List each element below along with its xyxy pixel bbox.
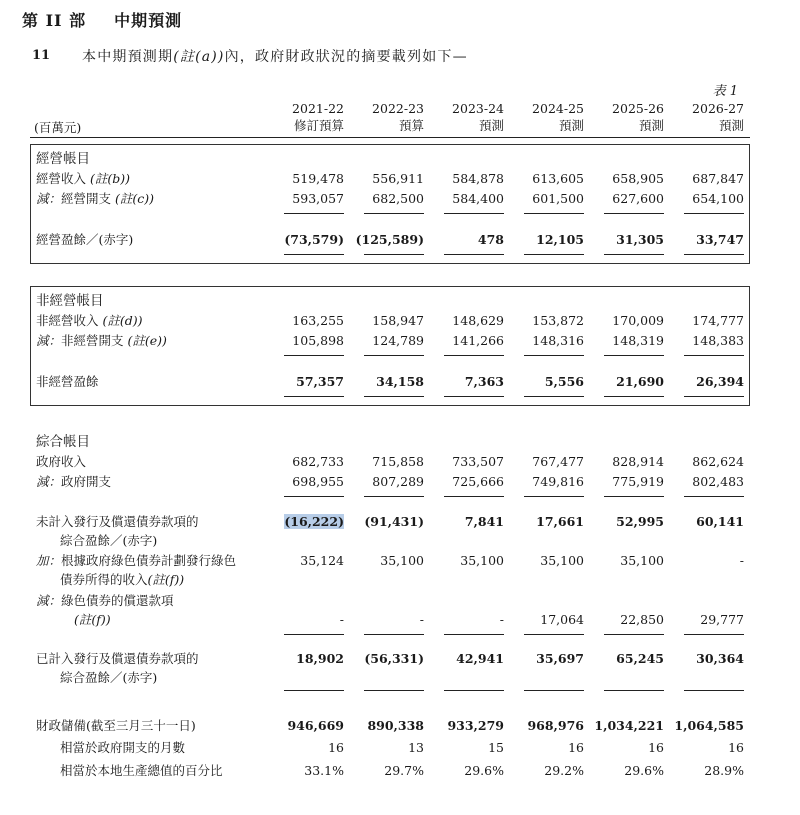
paragraph-number: 11 <box>32 48 51 63</box>
cell: 862,624 <box>692 454 744 469</box>
row-label <box>36 312 143 330</box>
total-rule <box>524 254 584 255</box>
column-header-4 <box>514 100 584 134</box>
cell: 767,477 <box>532 454 584 469</box>
cell: 478 <box>477 232 504 247</box>
cell: 148,629 <box>452 313 504 328</box>
cell: - <box>339 612 344 627</box>
cell: 946,669 <box>287 718 344 733</box>
cell: 601,500 <box>532 191 584 206</box>
cell: 174,777 <box>692 313 744 328</box>
cell: 29.6% <box>464 763 504 778</box>
row-label: 未計入發行及償還債券款項的 <box>36 514 199 529</box>
row-label <box>36 552 236 570</box>
cell: 30,364 <box>696 651 744 666</box>
column-header-2 <box>354 100 424 134</box>
sum-rule <box>444 496 504 497</box>
column-year: 2023-24 <box>452 101 504 116</box>
row-label: 相當於政府開支的月數 <box>60 740 186 755</box>
row-label: 政府收入 <box>36 454 87 469</box>
cell: 29.2% <box>544 763 584 778</box>
sum-rule <box>684 355 744 356</box>
cell: 654,100 <box>692 191 744 206</box>
selected-cell-text: (16,222) <box>284 514 344 529</box>
cell: 1,064,585 <box>674 718 744 733</box>
cell: 153,872 <box>532 313 584 328</box>
row-prefix: 加： <box>36 553 62 568</box>
header-rule <box>30 137 750 138</box>
total-rule <box>364 254 424 255</box>
unit-label: (百萬元) <box>34 120 82 135</box>
total-rule <box>284 690 344 691</box>
table-row-continuation <box>0 669 800 687</box>
column-kind: 預測 <box>558 118 584 133</box>
cell: 658,905 <box>612 171 664 186</box>
paragraph-text-after: 內，政府財政狀況的摘要載列如下— <box>224 49 468 65</box>
cell: 42,941 <box>456 651 504 666</box>
row-label <box>36 190 154 208</box>
table-row <box>0 453 800 471</box>
row-label-text: 政府開支 <box>61 474 112 489</box>
cell: 7,841 <box>464 514 504 529</box>
cell: 968,976 <box>527 718 584 733</box>
cell: 33,747 <box>696 232 744 247</box>
table-row <box>0 762 800 780</box>
table-row <box>0 312 800 330</box>
row-prefix: 減： <box>36 191 62 206</box>
sum-rule <box>604 355 664 356</box>
sum-rule <box>524 634 584 635</box>
sum-rule <box>284 213 344 214</box>
row-label <box>36 332 167 350</box>
cell: 802,483 <box>692 474 744 489</box>
sum-rule <box>444 634 504 635</box>
row-label: 經營盈餘／(赤字) <box>36 232 134 247</box>
table-row <box>0 332 800 350</box>
row-label-text: 經營開支 <box>61 191 112 206</box>
total-rule <box>684 396 744 397</box>
part-number: 第 II 部 <box>22 11 87 30</box>
sum-rule <box>444 213 504 214</box>
row-note: (註(c)) <box>115 191 155 206</box>
row-label-text: 經營收入 <box>36 171 87 186</box>
cell: 13 <box>408 740 424 755</box>
total-rule <box>684 690 744 691</box>
table-number: 表 1 <box>712 84 738 99</box>
row-label: 綜合盈餘／(赤字) <box>60 533 158 548</box>
row-label <box>36 170 130 188</box>
total-rule <box>524 396 584 397</box>
cell: 105,898 <box>292 333 344 348</box>
cell: 34,158 <box>376 374 424 389</box>
sum-rule <box>364 213 424 214</box>
row-label-text: 綠色債券的償還款項 <box>61 593 174 608</box>
cell: 35,100 <box>460 553 504 568</box>
cell: 141,266 <box>452 333 504 348</box>
column-header-5 <box>594 100 664 134</box>
row-note: (註(f)) <box>147 572 185 587</box>
row-label <box>60 571 184 589</box>
cell: 682,733 <box>292 454 344 469</box>
cell: 715,858 <box>372 454 424 469</box>
cell: 519,478 <box>292 171 344 186</box>
total-rule <box>684 254 744 255</box>
total-rule <box>444 396 504 397</box>
cell: (91,431) <box>364 514 424 529</box>
total-rule <box>364 396 424 397</box>
sum-rule <box>284 496 344 497</box>
cell: 15 <box>488 740 504 755</box>
total-rule <box>284 254 344 255</box>
table-row <box>0 717 800 735</box>
cell: 31,305 <box>616 232 664 247</box>
table-row <box>0 739 800 757</box>
cell: (125,589) <box>355 232 424 247</box>
cell: 60,141 <box>696 514 744 529</box>
cell: 28.9% <box>704 763 744 778</box>
cell: 57,357 <box>296 374 344 389</box>
total-rule <box>444 690 504 691</box>
cell: 35,124 <box>300 553 344 568</box>
cell: 17,661 <box>536 514 584 529</box>
column-year: 2024-25 <box>532 101 584 116</box>
row-note: (註(b)) <box>90 171 131 186</box>
cell: 26,394 <box>696 374 744 389</box>
row-label: 綜合盈餘／(赤字) <box>60 670 158 685</box>
part-name: 中期預測 <box>114 11 183 30</box>
cell: 593,057 <box>292 191 344 206</box>
sum-rule <box>604 213 664 214</box>
row-label: 非經營盈餘 <box>36 374 99 389</box>
column-year: 2021-22 <box>292 101 344 116</box>
cell: (56,331) <box>364 651 424 666</box>
cell: 18,902 <box>296 651 344 666</box>
sum-rule <box>284 634 344 635</box>
cell: 52,995 <box>616 514 664 529</box>
table-row <box>0 611 800 629</box>
sum-rule <box>364 496 424 497</box>
total-rule <box>604 690 664 691</box>
cell: 35,100 <box>380 553 424 568</box>
sum-rule <box>524 213 584 214</box>
sum-rule <box>604 634 664 635</box>
total-rule <box>444 254 504 255</box>
cell: 17,064 <box>540 612 584 627</box>
row-note: (註(e)) <box>127 333 167 348</box>
cell: 627,600 <box>612 191 664 206</box>
column-kind: 預測 <box>638 118 664 133</box>
cell: 16 <box>648 740 664 755</box>
total-rule <box>604 396 664 397</box>
cell: 725,666 <box>452 474 504 489</box>
table-row-continuation <box>0 571 800 589</box>
column-kind: 預測 <box>718 118 744 133</box>
table-row-continuation <box>0 532 800 550</box>
cell: 16 <box>568 740 584 755</box>
cell: 687,847 <box>692 171 744 186</box>
cell: 33.1% <box>304 763 344 778</box>
cell: 148,316 <box>532 333 584 348</box>
paragraph-note-ref: (註(a)) <box>173 49 225 65</box>
cell: 828,914 <box>612 454 664 469</box>
cell: 16 <box>728 740 744 755</box>
cell: 584,878 <box>452 171 504 186</box>
sum-rule <box>604 496 664 497</box>
row-prefix: 減： <box>36 474 62 489</box>
paragraph-text-before: 本中期預測期 <box>82 49 174 65</box>
cell: - <box>499 612 504 627</box>
column-year: 2025-26 <box>612 101 664 116</box>
paragraph-text <box>82 46 468 66</box>
cell: 35,697 <box>536 651 584 666</box>
table-row <box>0 552 800 570</box>
table-row <box>0 170 800 188</box>
sum-rule <box>524 496 584 497</box>
cell: 7,363 <box>464 374 504 389</box>
consolidated-heading-row <box>0 433 800 451</box>
cell: 698,955 <box>292 474 344 489</box>
cell: - <box>419 612 424 627</box>
cell: 584,400 <box>452 191 504 206</box>
cell: 29,777 <box>700 612 744 627</box>
cell: 682,500 <box>372 191 424 206</box>
table-row <box>0 513 800 531</box>
cell <box>264 513 344 531</box>
cell: 933,279 <box>447 718 504 733</box>
total-rule <box>524 690 584 691</box>
cell: 5,556 <box>544 374 584 389</box>
cell: 749,816 <box>532 474 584 489</box>
sum-rule <box>524 355 584 356</box>
operating-heading-row <box>0 150 800 168</box>
non-operating-heading: 非經營帳目 <box>36 293 104 309</box>
cell: 775,919 <box>612 474 664 489</box>
cell: 613,605 <box>532 171 584 186</box>
cell: 170,009 <box>612 313 664 328</box>
row-label-text: 非經營收入 <box>36 313 99 328</box>
cell: 890,338 <box>367 718 424 733</box>
row-label: 已計入發行及償還債券款項的 <box>36 651 199 666</box>
table-row <box>0 190 800 208</box>
cell: - <box>739 553 744 568</box>
row-label-text: 根據政府綠色債券計劃發行綠色 <box>61 553 237 568</box>
column-year: 2022-23 <box>372 101 424 116</box>
cell: 163,255 <box>292 313 344 328</box>
cell: 148,319 <box>612 333 664 348</box>
column-year: 2026-27 <box>692 101 744 116</box>
column-header-1 <box>274 100 344 134</box>
row-label-text: 債券所得的收入 <box>60 572 148 587</box>
table-row <box>0 373 800 391</box>
cell: 65,245 <box>616 651 664 666</box>
column-kind: 預算 <box>398 118 424 133</box>
row-note: (註(f)) <box>74 612 111 627</box>
cell: 22,850 <box>620 612 664 627</box>
table-row <box>0 231 800 249</box>
table-row <box>0 592 800 610</box>
total-rule <box>364 690 424 691</box>
cell: 12,105 <box>536 232 584 247</box>
sum-rule <box>364 355 424 356</box>
table-row <box>0 650 800 668</box>
cell: 158,947 <box>372 313 424 328</box>
cell: 16 <box>328 740 344 755</box>
row-label <box>36 592 174 610</box>
sum-rule <box>684 213 744 214</box>
cell: 29.6% <box>624 763 664 778</box>
cell: 21,690 <box>616 374 664 389</box>
sum-rule <box>684 634 744 635</box>
row-prefix: 減： <box>36 593 62 608</box>
row-note: (註(d)) <box>102 313 143 328</box>
row-prefix: 減： <box>36 333 62 348</box>
column-kind: 預測 <box>478 118 504 133</box>
cell: 1,034,221 <box>594 718 664 733</box>
operating-heading: 經營帳目 <box>36 151 90 167</box>
cell: 807,289 <box>372 474 424 489</box>
cell: 733,507 <box>452 454 504 469</box>
cell: 556,911 <box>372 171 424 186</box>
cell: 29.7% <box>384 763 424 778</box>
non-operating-heading-row <box>0 292 800 310</box>
total-rule <box>284 396 344 397</box>
cell: 124,789 <box>372 333 424 348</box>
table-row <box>0 473 800 491</box>
cell: (73,579) <box>284 232 344 247</box>
cell: 148,383 <box>692 333 744 348</box>
column-header-3 <box>434 100 504 134</box>
cell: 35,100 <box>540 553 584 568</box>
sum-rule <box>684 496 744 497</box>
consolidated-heading: 綜合帳目 <box>36 434 90 450</box>
sum-rule <box>364 634 424 635</box>
sum-rule <box>444 355 504 356</box>
column-kind: 修訂預算 <box>293 118 344 133</box>
row-label: 相當於本地生產總值的百分比 <box>60 763 223 778</box>
sum-rule <box>284 355 344 356</box>
total-rule <box>604 254 664 255</box>
column-header-6 <box>674 100 744 134</box>
row-label: 財政儲備(截至三月三十一日) <box>36 718 196 733</box>
row-label <box>36 473 111 491</box>
row-label-text: 非經營開支 <box>61 333 124 348</box>
part-title <box>22 8 182 31</box>
cell: 35,100 <box>620 553 664 568</box>
